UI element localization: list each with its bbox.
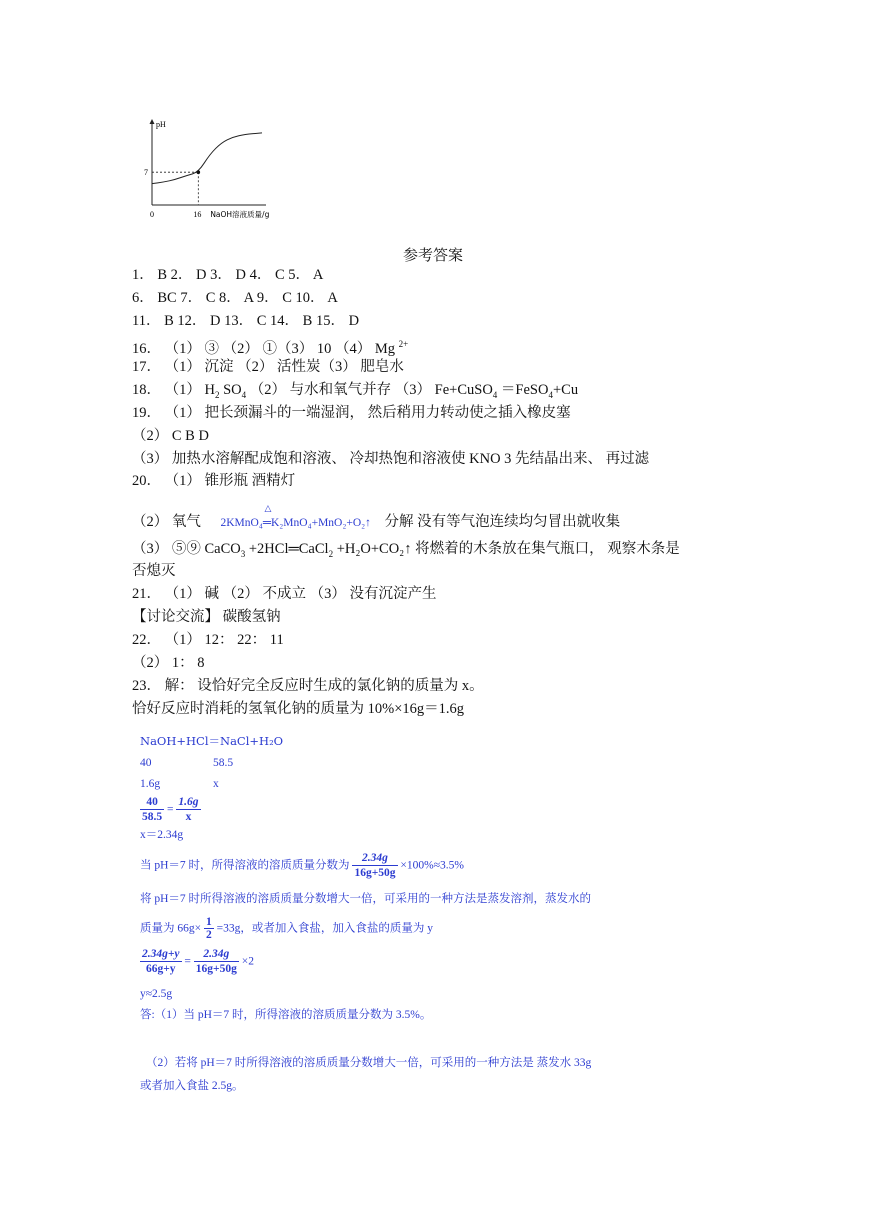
calc-value-1: 1.6g	[140, 778, 161, 790]
answer-line-22-2: （2） 1： 8	[132, 655, 205, 671]
answer-line-20-3-cont: 否熄灭	[132, 563, 176, 579]
calc-answer-2: （2）若将 pH＝7 时所得溶液的溶质质量分数增大一倍，可采用的一种方法是 蒸发水 33g	[146, 1057, 592, 1069]
y-axis-arrow	[150, 119, 155, 124]
x-axis-label: NaOH溶液质量/g	[210, 210, 270, 219]
calc-x-result: x＝2.34g	[140, 829, 184, 841]
answer-line-23-2: 恰好反应时消耗的氢氧化钠的质量为 10%×16g＝1.6g	[132, 701, 465, 717]
answer-line-23: 23． 解： 设恰好完全反应时生成的氯化钠的质量为 x。	[132, 678, 484, 694]
answer-line-22: 22． （1） 12： 22： 11	[132, 632, 284, 648]
answer-line-19-3: （3） 加热水溶解配成饱和溶液、 冷却热饱和溶液使 KNO 3 先结晶出来、 再过滤	[132, 451, 650, 467]
calc-ratio: $\frac{40}{58.5}$ = $\frac{1.6g}{x}$	[142, 796, 199, 823]
x-tick-label-0: 0	[150, 210, 154, 219]
y-axis-label: pH	[156, 120, 166, 129]
equivalence-point	[197, 170, 201, 174]
answer-line-20-3: （3） ⑤⑨ CaCO$_3$ +2HCl═CaCl$_2$ +H₂O+CO₂↑ 将燃着的木条放在集气瓶口， 观察木条是	[132, 541, 680, 559]
answer-line-1: 1． B 2． D 3． D 4． C 5． A	[132, 267, 324, 283]
calc-ph-fraction: 当 pH＝7 时，所得溶液的溶质质量分数为 $\frac{2.34g}{16g+50g}$ ×100%≈3.5%	[140, 852, 464, 879]
calc-mass-2: 58.5	[213, 757, 234, 769]
answer-line-16: 16． （1） ③ （2） ①（3） 10 （4） Mg $^{2+}$	[132, 339, 409, 357]
ph-curve	[152, 133, 262, 184]
answer-line-17: 17． （1） 沉淀 （2） 活性炭（3） 肥皂水	[132, 359, 404, 375]
answer-line-discussion: 【讨论交流】 碳酸氢钠	[132, 609, 281, 625]
answer-line-2: 6． BC 7． C 8． A 9． C 10． A	[132, 290, 338, 306]
calc-double-method: 将 pH＝7 时所得溶液的溶质质量分数增大一倍，可采用的一种方法是蒸发溶剂，蒸发水的	[140, 893, 592, 905]
answer-line-19: 19． （1） 把长颈漏斗的一端湿润， 然后稍用力转动使之插入橡皮塞	[132, 405, 571, 421]
y-tick-label-7: 7	[144, 168, 148, 178]
answer-line-3: 11． B 12． D 13． C 14． B 15． D	[132, 313, 360, 329]
page-title: 参考答案	[403, 248, 464, 264]
ph-chart	[140, 115, 280, 225]
calc-value-2: x	[213, 778, 219, 790]
answer-line-18: 18． （1） $H_2$ $SO_4$ （2） 与水和氧气并存 （3） Fe+CuSO$_4$ ＝FeSO$_4$+Cu	[132, 382, 579, 400]
answer-line-20: 20． （1） 锥形瓶 酒精灯	[132, 473, 296, 489]
calc-answer-1: 答:（1）当 pH＝7 时，所得溶液的溶质质量分数为 3.5%。	[140, 1009, 432, 1021]
calc-y-result: y≈2.5g	[140, 988, 173, 1000]
calc-evap-mass: 质量为 66g× $\frac{1}{2}$ =33g，或者加入食盐，加入食盐的质量为 y	[140, 916, 433, 941]
calc-answer-3: 或者加入食盐 2.5g。	[140, 1080, 244, 1092]
calc-y-equation: $\frac{2.34g+y}{66g+y}$ = $\frac{2.34g}{16g+50g}$ ×2	[142, 948, 254, 975]
x-tick-label-16: 16	[193, 210, 202, 219]
calc-equation: NaOH+HCl＝NaCl+H₂O	[140, 734, 284, 748]
answer-line-19-2: （2） C B D	[132, 428, 209, 444]
answer-line-21: 21． （1） 碱 （2） 不成立 （3） 没有沉淀产生	[132, 586, 437, 602]
calc-mass-1: 40	[140, 757, 152, 769]
answer-line-20-2: （2） 氧气 △ 2KMnO₄═K₂MnO₄+MnO₂+O₂↑ 分解 没有等气泡连续均匀冒出就收集	[132, 503, 621, 530]
